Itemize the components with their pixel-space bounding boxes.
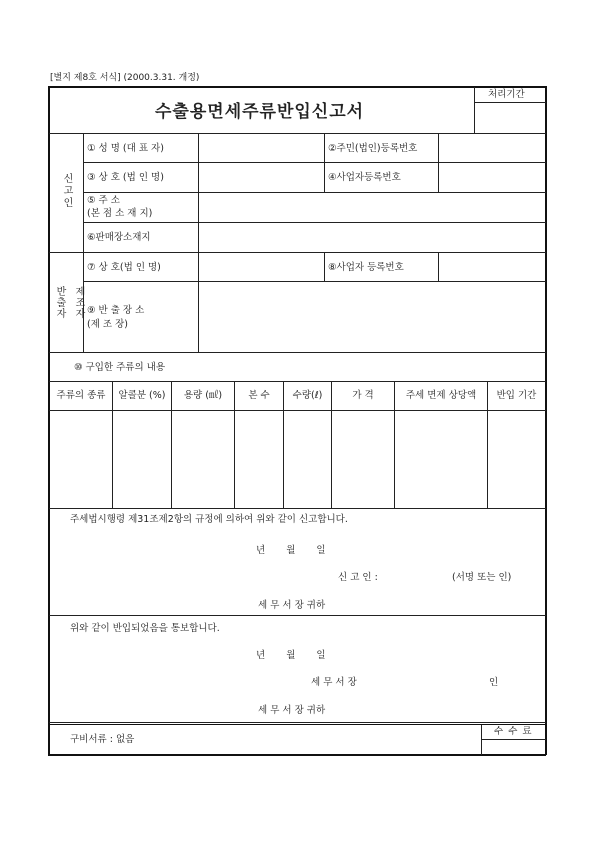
cell-type[interactable] bbox=[50, 412, 111, 507]
declaration-date: 년 월 일 bbox=[256, 545, 326, 556]
fee-label: 수 수 료 bbox=[494, 726, 533, 737]
shipping-place-label: ⑨ 반 출 장 소 bbox=[87, 305, 145, 316]
supplier-section-label bbox=[52, 286, 86, 319]
notice-recipient: 세 무 서 장 귀하 bbox=[258, 705, 326, 716]
supplier-section-col1: 반출자 bbox=[54, 286, 65, 319]
col-header-quantity: 수량(ℓ) bbox=[292, 390, 323, 401]
address-label: ⑤ 주 소 bbox=[87, 195, 120, 206]
address-field[interactable] bbox=[200, 194, 544, 221]
declaration-sign: (서명 또는 인) bbox=[452, 572, 512, 583]
shipping-place-sublabel: (제 조 장) bbox=[87, 319, 128, 330]
liquor-section-label: ⑩ 구입한 주류의 내용 bbox=[74, 362, 165, 373]
store-location-label: ⑥판매장소재지 bbox=[87, 232, 151, 243]
col-header-alcohol: 알콜분 (%) bbox=[118, 390, 166, 401]
cell-bottles[interactable] bbox=[235, 412, 282, 507]
cell-tax-exemption[interactable] bbox=[395, 412, 486, 507]
name-label: ① 성 명 (대 표 자) bbox=[87, 143, 164, 154]
notice-date: 년 월 일 bbox=[256, 650, 326, 661]
id-number-label: ②주민(법인)등록번호 bbox=[328, 143, 418, 154]
col-header-bottles: 본 수 bbox=[248, 390, 270, 401]
col-header-tax-exemption: 주세 면제 상당액 bbox=[405, 390, 477, 401]
shipping-place-field[interactable] bbox=[200, 283, 544, 351]
reporter-section-label bbox=[60, 173, 73, 209]
supplier-company-label: ⑦ 상 호(법 인 명) bbox=[87, 262, 161, 273]
supplier-business-number-label: ⑧사업자 등록번호 bbox=[328, 262, 404, 273]
processing-period-label: 처리기간 bbox=[488, 89, 525, 100]
notice-statement: 위와 같이 반입되었음을 통보합니다. bbox=[70, 623, 220, 634]
cell-quantity[interactable] bbox=[284, 412, 330, 507]
declaration-reporter-label: 신 고 인 : bbox=[338, 572, 378, 583]
declaration-reporter-field[interactable] bbox=[390, 567, 450, 583]
supplier-business-number-field[interactable] bbox=[440, 254, 544, 280]
company-name-label: ③ 상 호 (법 인 명) bbox=[87, 172, 164, 183]
form-reference: [별지 제8호 서식] (2000.3.31. 개정) bbox=[50, 73, 200, 83]
business-number-label: ④사업자등록번호 bbox=[328, 172, 401, 183]
cell-import-period[interactable] bbox=[488, 412, 544, 507]
notice-office: 세 무 서 장 bbox=[311, 677, 357, 688]
supplier-company-field[interactable] bbox=[200, 254, 322, 280]
reporter-section-text: 신고인 bbox=[61, 173, 72, 209]
notice-seal: 인 bbox=[489, 677, 499, 688]
fee-field[interactable] bbox=[483, 741, 544, 753]
name-field[interactable] bbox=[200, 135, 322, 161]
id-number-field[interactable] bbox=[440, 135, 544, 161]
address-sublabel: (본 점 소 재 지) bbox=[87, 208, 153, 219]
supplier-section-col2: 제조자 bbox=[73, 286, 84, 319]
cell-alcohol[interactable] bbox=[113, 412, 170, 507]
col-header-import-period: 반입 기간 bbox=[496, 390, 537, 401]
col-header-price: 가 격 bbox=[352, 390, 374, 401]
cell-price[interactable] bbox=[332, 412, 393, 507]
declaration-statement: 주세법시행령 제31조제2항의 규정에 의하여 위와 같이 신고합니다. bbox=[70, 514, 348, 525]
col-header-volume: 용량 (㎖) bbox=[183, 390, 223, 401]
col-header-type: 주류의 종류 bbox=[56, 390, 106, 401]
company-name-field[interactable] bbox=[200, 164, 322, 191]
store-location-field[interactable] bbox=[200, 224, 544, 251]
declaration-recipient: 세 무 서 장 귀하 bbox=[258, 600, 326, 611]
business-number-field[interactable] bbox=[440, 164, 544, 191]
cell-volume[interactable] bbox=[172, 412, 233, 507]
form-title: 수출용면세주류반입신고서 bbox=[155, 102, 365, 122]
processing-period-field[interactable] bbox=[476, 104, 544, 132]
required-documents: 구비서류 : 없음 bbox=[70, 734, 135, 745]
